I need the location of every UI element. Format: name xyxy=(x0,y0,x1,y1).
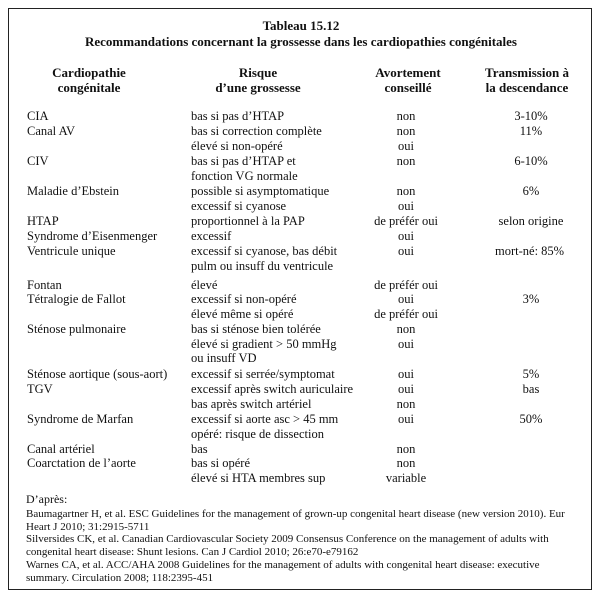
header-condition xyxy=(24,65,154,95)
header-abortion-line2: conseillé xyxy=(384,80,432,95)
row-abortion: de préfér oui xyxy=(374,214,438,228)
header-abortion xyxy=(368,65,448,95)
row-condition: Sténose pulmonaire xyxy=(27,322,126,336)
header-risk xyxy=(203,65,313,95)
row-risk: bas xyxy=(191,442,208,456)
row-risk: bas si correction complète xyxy=(191,124,322,138)
row-abortion: oui xyxy=(398,229,414,243)
row-risk: pulm ou insuff du ventricule xyxy=(191,259,334,273)
row-risk: excessif après switch auriculaire xyxy=(191,382,354,396)
row-risk: excessif si serrée/symptomat xyxy=(191,367,335,381)
row-abortion: oui xyxy=(398,199,414,213)
header-risk-line2: d’une grossesse xyxy=(215,80,301,95)
row-risk: excessif si aorte asc > 45 mm xyxy=(191,412,339,426)
row-risk: excessif si non-opéré xyxy=(191,292,297,306)
row-abortion: oui xyxy=(398,382,414,396)
row-risk: élevé xyxy=(191,278,218,292)
row-abortion: non xyxy=(396,397,416,411)
sources-intro: D’après: xyxy=(26,492,68,506)
row-risk: élevé si HTA membres sup xyxy=(191,471,326,485)
header-condition-line1: Cardiopathie xyxy=(52,65,126,80)
row-condition: Maladie d’Ebstein xyxy=(27,184,119,198)
row-abortion: non xyxy=(396,456,416,470)
row-abortion: non xyxy=(396,184,416,198)
row-transmission: mort-né: 85% xyxy=(495,244,565,258)
row-condition: Canal AV xyxy=(27,124,76,138)
row-transmission: 6% xyxy=(522,184,540,198)
row-risk: élevé même si opéré xyxy=(191,307,294,321)
row-condition: Sténose aortique (sous-aort) xyxy=(27,367,168,381)
header-risk-line1: Risque xyxy=(238,65,278,80)
row-risk: excessif xyxy=(191,229,232,243)
row-transmission: 50% xyxy=(519,412,543,426)
row-abortion: non xyxy=(396,322,416,336)
sources xyxy=(26,493,574,585)
row-condition: HTAP xyxy=(27,214,59,228)
row-abortion: de préfér oui xyxy=(374,307,438,321)
row-transmission: selon origine xyxy=(498,214,564,228)
row-risk: proportionnel à la PAP xyxy=(191,214,305,228)
header-abortion-line1: Avortement xyxy=(375,65,441,80)
reference: Silversides CK, et al. Canadian Cardiovascular Society 2009 Consensus Conference on the management of adults with congenital heart disease: Shunt lesions. Can J Cardiol 2010; 26:e70-e79162 xyxy=(26,533,549,559)
row-condition: Ventricule unique xyxy=(27,244,116,258)
row-condition: Canal artériel xyxy=(27,442,95,456)
row-transmission: bas xyxy=(522,382,540,396)
row-abortion: oui xyxy=(398,139,414,153)
table-subtitle: Recommandations concernant la grossesse dans les cardiopathies congénitales xyxy=(84,34,517,49)
row-risk: bas après switch artériel xyxy=(191,397,312,411)
row-abortion: oui xyxy=(398,244,414,258)
row-condition: TGV xyxy=(27,382,53,396)
row-risk: opéré: risque de dissection xyxy=(191,427,324,441)
row-transmission: 11% xyxy=(519,124,543,138)
row-abortion: oui xyxy=(398,292,414,306)
reference: Warnes CA, et al. ACC/AHA 2008 Guidelines for the management of adults with congenital heart disease: executive summary. Circulation 2008; 118:2395-451 xyxy=(26,558,540,584)
row-abortion: non xyxy=(396,442,416,456)
row-abortion: variable xyxy=(385,471,427,485)
row-risk: excessif si cyanose xyxy=(191,199,287,213)
row-risk: élevé si gradient > 50 mmHg xyxy=(191,337,337,351)
table-title: Tableau 15.12 xyxy=(262,18,340,33)
row-risk: bas si pas d’HTAP xyxy=(191,109,285,123)
row-risk: bas si sténose bien tolérée xyxy=(191,322,321,336)
row-risk: élevé si non-opéré xyxy=(191,139,283,153)
row-risk: excessif si cyanose, bas débit xyxy=(191,244,338,258)
row-condition: Coarctation de l’aorte xyxy=(27,456,136,470)
row-condition: Syndrome de Marfan xyxy=(27,412,134,426)
row-risk: possible si asymptomatique xyxy=(191,184,330,198)
row-condition: Syndrome d’Eisenmenger xyxy=(27,229,158,243)
row-condition: Fontan xyxy=(27,278,62,292)
reference: Baumagartner H, et al. ESC Guidelines for the management of grown-up congenital heart disease (new version 2010). Eur Heart J 2010; 31:2915-5711 xyxy=(26,507,565,533)
header-transmission-line2: la descendance xyxy=(485,80,569,95)
row-abortion: oui xyxy=(398,367,414,381)
row-condition: Tétralogie de Fallot xyxy=(27,292,126,306)
row-abortion: non xyxy=(396,109,416,123)
row-condition: CIA xyxy=(27,109,49,123)
row-transmission: 6-10% xyxy=(514,154,548,168)
row-condition: CIV xyxy=(27,154,49,168)
row-abortion: non xyxy=(396,124,416,138)
header-condition-line2: congénitale xyxy=(57,80,121,95)
row-risk: bas si opéré xyxy=(191,456,251,470)
row-abortion: non xyxy=(396,154,416,168)
row-risk: bas si pas d’HTAP et xyxy=(191,154,296,168)
header-transmission xyxy=(472,65,582,95)
row-transmission: 5% xyxy=(522,367,540,381)
row-risk: fonction VG normale xyxy=(191,169,298,183)
row-abortion: oui xyxy=(398,337,414,351)
row-transmission: 3% xyxy=(522,292,540,306)
row-risk: ou insuff VD xyxy=(191,351,257,365)
row-abortion: de préfér oui xyxy=(374,278,438,292)
row-transmission: 3-10% xyxy=(514,109,548,123)
header-transmission-line1: Transmission à xyxy=(485,65,569,80)
row-abortion: oui xyxy=(398,412,414,426)
